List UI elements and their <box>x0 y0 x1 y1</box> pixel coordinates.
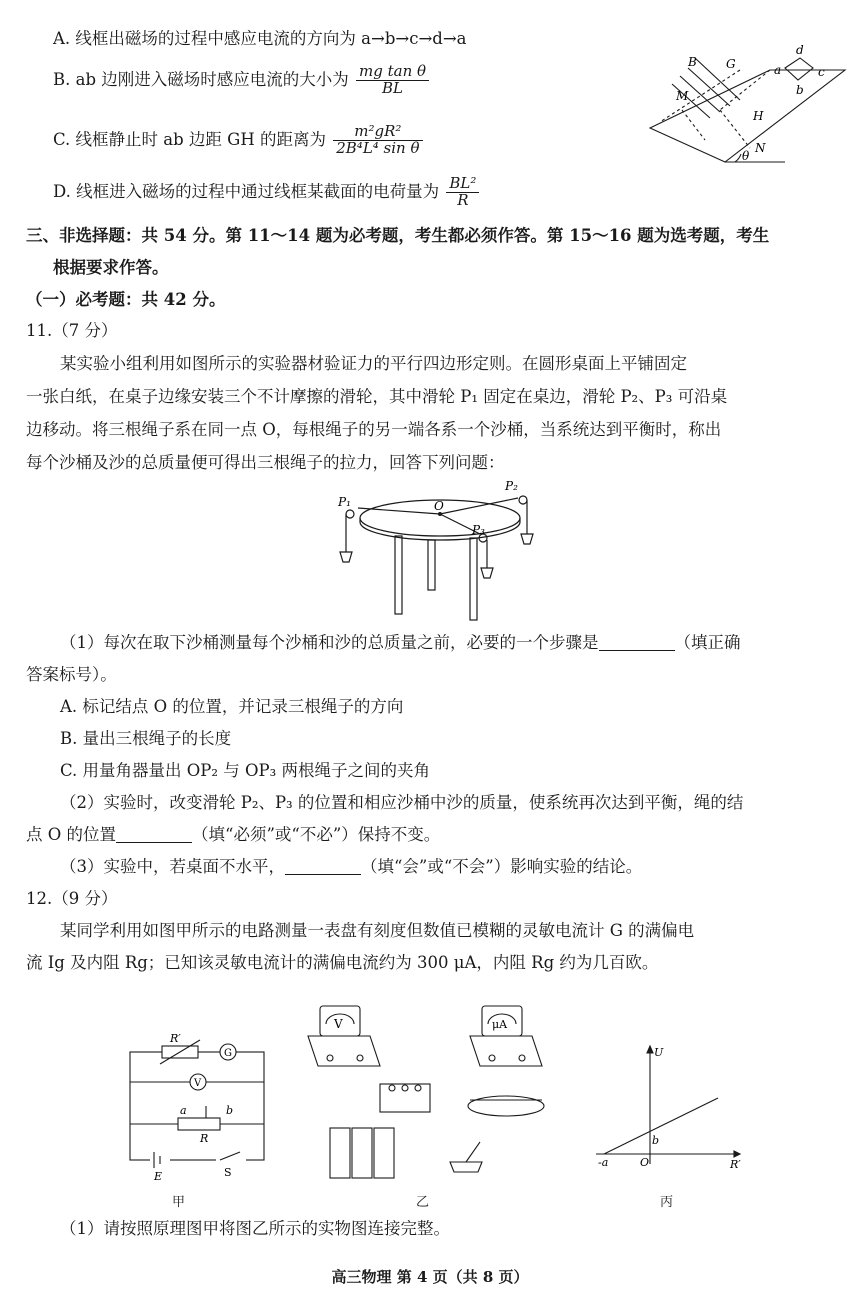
q11-step1-text: （1）每次在取下沙桶测量每个沙桶和沙的总质量之前，必要的一个步骤是 <box>60 633 599 652</box>
label-v-meter: V <box>194 1078 202 1089</box>
q12-para-line1: 某同学利用如图甲所示的电路测量一表盘有刻度但数值已模糊的灵敏电流计 G 的满偏电 <box>60 921 695 940</box>
label-c: c <box>818 65 825 79</box>
caption-bing: 丙 <box>660 1195 674 1210</box>
q11-step2-hint: （填“必须”或“不必”）保持不变。 <box>192 825 441 844</box>
label-r: R <box>200 1132 209 1145</box>
q11-option-a: A. 标记结点 O 的位置，并记录三根绳子的方向 <box>60 697 404 716</box>
fraction-numerator: m²gR² <box>333 124 422 141</box>
q10-option-a: A. 线框出磁场的过程中感应电流的方向为 a→b→c→d→a <box>53 29 467 48</box>
section-heading-line1: 三、非选择题：共 54 分。第 11～14 题为必考题，考生都必须作答。第 15～16 题为选考题，考生 <box>26 226 770 245</box>
fraction-denominator: BL <box>382 78 404 97</box>
label-n: N <box>755 141 766 155</box>
label-theta: θ <box>742 149 750 163</box>
fraction-numerator: mg tan θ <box>356 64 429 81</box>
q11-step3 <box>60 856 642 878</box>
label-a-end: a <box>180 1104 187 1117</box>
q11-header: 11.（7 分） <box>26 321 118 340</box>
q11-step2-line1: （2）实验时，改变滑轮 P₂、P₃ 的位置和相应沙桶中沙的质量，使系统再次达到平衡，绳的结 <box>60 793 744 812</box>
q11-option-b: B. 量出三根绳子的长度 <box>60 729 232 748</box>
q10-option-d-fraction <box>446 176 479 209</box>
q10-option-c-fraction <box>333 124 422 157</box>
label-m: M <box>676 89 689 103</box>
intercept-label-b: b <box>652 1134 660 1147</box>
answer-blank[interactable] <box>599 634 675 651</box>
q10-option-d-text: D. 线框进入磁场的过程中通过线框某截面的电荷量为 <box>53 181 440 201</box>
q10-option-c-text: C. 线框静止时 ab 边距 GH 的距离为 <box>53 129 326 149</box>
label-b-end: b <box>226 1104 234 1117</box>
caption-jia: 甲 <box>172 1195 186 1210</box>
label-g-meter: G <box>224 1048 232 1059</box>
q11-step3-text: （3）实验中，若桌面不水平， <box>60 857 285 876</box>
circuit-diagram-jia <box>120 1030 280 1190</box>
q11-option-c: C. 用量角器量出 OP₂ 与 OP₃ 两根绳子之间的夹角 <box>60 761 430 780</box>
answer-blank[interactable] <box>116 826 192 843</box>
u-r-prime-graph-bing <box>590 1040 750 1170</box>
q12-header: 12.（9 分） <box>26 889 118 908</box>
q10-option-b-text: B. ab 边刚进入磁场时感应电流的大小为 <box>53 69 349 89</box>
apparatus-figure-yi <box>300 996 560 1186</box>
q11-step1-line1 <box>60 632 741 654</box>
label-d: d <box>796 43 804 57</box>
q11-step2-text: 点 O 的位置 <box>26 825 117 844</box>
q10-option-b-fraction <box>356 64 429 97</box>
q12-step1: （1）请按照原理图甲将图乙所示的实物图连接完整。 <box>60 1219 450 1238</box>
label-p3: P₃ <box>472 523 485 537</box>
q11-step1-line2: 答案标号）。 <box>26 665 117 684</box>
q11-para-line4: 每个沙桶及沙的总质量便可得出三根绳子的拉力，回答下列问题： <box>26 453 505 472</box>
label-r-prime: R′ <box>170 1032 181 1045</box>
label-o: O <box>434 499 444 513</box>
label-h: H <box>753 109 764 123</box>
axis-label-u: U <box>654 1046 664 1059</box>
q10-option-c <box>53 124 425 157</box>
label-b: b <box>796 83 804 97</box>
q12-para-line2: 流 Ig 及内阻 Rg；已知该灵敏电流计的满偏电流约为 300 μA，内阻 Rg 约为几百欧。 <box>26 953 659 972</box>
q10-option-b <box>53 64 431 97</box>
fraction-numerator: BL² <box>446 176 479 193</box>
answer-blank[interactable] <box>285 858 361 875</box>
label-p1: P₁ <box>338 495 351 509</box>
incline-magnetic-field-figure <box>640 40 860 170</box>
label-p2: P₂ <box>505 479 518 493</box>
label-g: G <box>726 57 736 71</box>
axis-label-r-prime: R′ <box>730 1158 741 1170</box>
section-heading-line2: 根据要求作答。 <box>53 258 169 277</box>
label-a: a <box>774 63 782 77</box>
label-b-field: B <box>688 55 697 69</box>
q10-option-d <box>53 176 481 209</box>
label-s: S <box>224 1166 232 1179</box>
part1-heading: （一）必考题：共 42 分。 <box>26 290 226 309</box>
origin-label: O <box>640 1156 650 1169</box>
microammeter-label: μA <box>492 1018 508 1031</box>
q11-para-line1: 某实验小组利用如图所示的实验器材验证力的平行四边形定则。在圆形桌面上平铺固定 <box>60 354 687 373</box>
fraction-denominator: R <box>457 190 469 209</box>
intercept-label-neg-a: -a <box>598 1156 609 1169</box>
fraction-denominator: 2B⁴L⁴ sin θ <box>336 138 420 157</box>
q11-para-line2: 一张白纸，在桌子边缘安装三个不计摩擦的滑轮，其中滑轮 P₁ 固定在桌边，滑轮 P₂、P₃ 可沿桌 <box>26 387 728 406</box>
round-table-pulley-figure <box>330 478 550 628</box>
q11-step2-line2 <box>26 824 440 846</box>
voltmeter-label: V <box>334 1017 343 1031</box>
q11-step1-hint: （填正确 <box>674 633 741 652</box>
page-footer: 高三物理 第 4 页（共 8 页） <box>331 1268 529 1286</box>
q11-para-line3: 边移动。将三根绳子系在同一点 O，每根绳子的另一端各系一个沙桶，当系统达到平衡时，称出 <box>26 420 722 439</box>
q11-step3-hint: （填“会”或“不会”）影响实验的结论。 <box>361 857 643 876</box>
caption-yi: 乙 <box>416 1195 430 1210</box>
label-e: E <box>154 1170 163 1183</box>
